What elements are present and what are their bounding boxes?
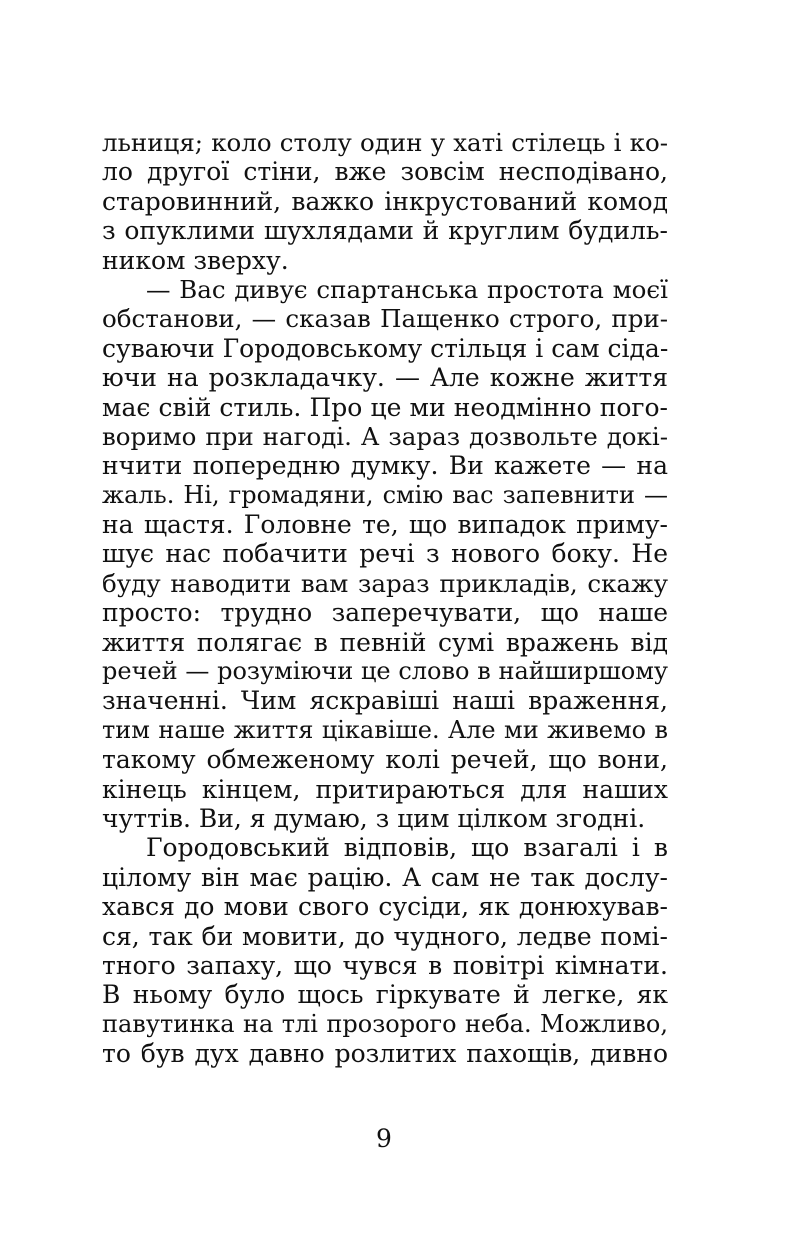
body-text — [102, 128, 668, 1069]
text-line: речей — розуміючи це слово в найширшому — [102, 657, 668, 686]
text-line: хався до мови свого сусіди, як донюхував- — [102, 892, 668, 922]
text-line: життя полягає в певній сумі вражень від — [102, 627, 668, 657]
text-line: на щастя. Головне те, що випадок приму- — [102, 510, 668, 540]
text-line: чуттів. Ви, я думаю, з цим цілком згодні. — [102, 803, 646, 833]
text-line: шує нас побачити речі з нового боку. Не — [102, 539, 668, 569]
text-line: В ньому було щось гіркувате й легке, як — [102, 980, 668, 1010]
text-line: значенні. Чим яскравіші наші враження, — [102, 686, 668, 716]
text-line: ло другої стіни, вже зовсім несподівано, — [102, 157, 668, 187]
text-line: буду наводити вам зараз прикладів, скажу — [102, 568, 668, 598]
text-line: з опуклими шухлядами й круглим будиль- — [102, 216, 668, 246]
text-line: цілому він має рацію. А сам не так дослу- — [102, 862, 668, 892]
text-line: льниця; коло столу один у хаті стілець і ко- — [102, 128, 668, 157]
text-line: такому обмеженому колі речей, що вони, — [102, 745, 668, 775]
text-line: ся, так би мовити, до чудного, ледве помі- — [102, 921, 668, 951]
text-line: суваючи Городовському стільця і сам сіда- — [102, 333, 669, 363]
page-number — [0, 1124, 798, 1154]
text-line: ючи на розкладачку. — Але кожне життя — [102, 363, 668, 393]
page-number-label: 9 — [376, 1124, 392, 1153]
text-line: — Вас дивує спартанська простота моєї — [146, 274, 668, 304]
text-line: має свій стиль. Про це ми неодмінно пого- — [102, 392, 668, 422]
text-line: ником зверху. — [102, 245, 289, 275]
text-line: тим наше життя цікавіше. Але ми живемо в — [102, 715, 668, 744]
text-line: то був дух давно розлитих пахощів, дивно — [102, 1039, 668, 1069]
text-line: старовинний, важко інкрустований комод — [102, 186, 668, 216]
text-line: кінець кінцем, притираються для наших — [102, 774, 668, 804]
text-line: жаль. Ні, громадяни, смію вас запевнити — — [102, 480, 668, 509]
text-line: Городовський відповів, що взагалі і в — [146, 833, 668, 863]
text-line: воримо при нагоді. А зараз дозвольте докі- — [102, 421, 668, 451]
text-line: нчити попередню думку. Ви кажете — на — [102, 451, 668, 481]
text-line: обстанови, — сказав Пащенко строго, при- — [102, 304, 668, 334]
text-line: тного запаху, що чувся в повітрі кімнати. — [102, 950, 668, 980]
text-line: просто: трудно заперечувати, що наше — [102, 598, 668, 628]
text-line: павутинка на тлі прозорого неба. Можливо, — [102, 1009, 668, 1038]
